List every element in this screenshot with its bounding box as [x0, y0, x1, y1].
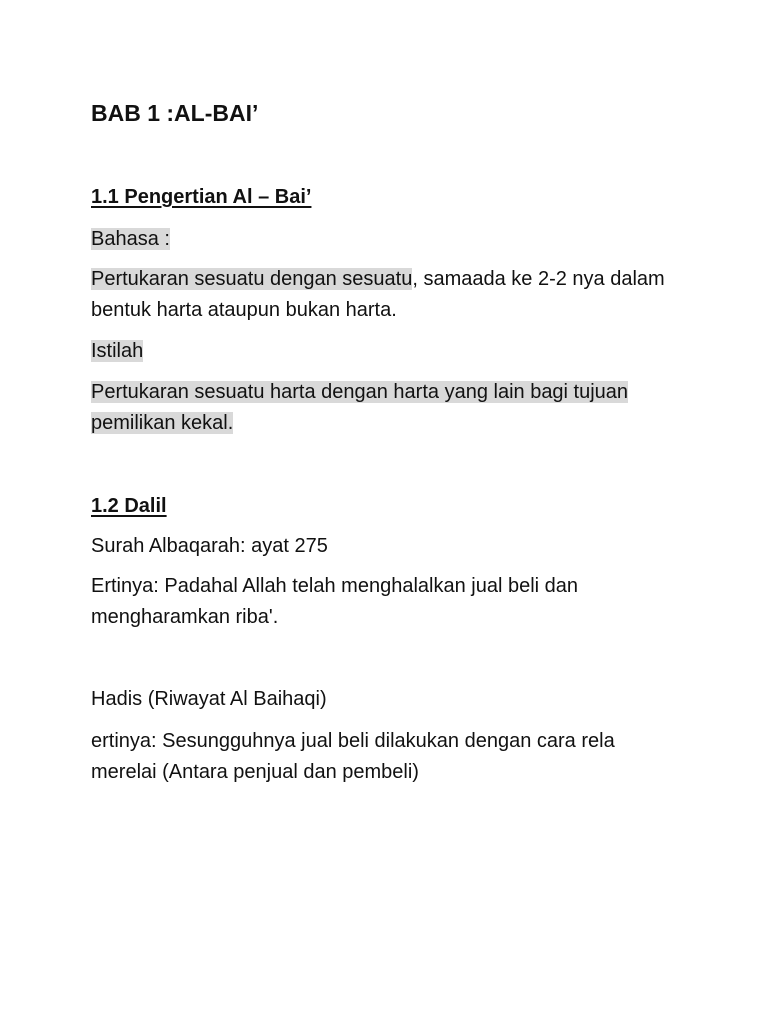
section-heading-dalil: 1.2 Dalil [91, 495, 167, 517]
hadis-translation-line-1: ertinya: Sesungguhnya jual beli dilakukan dengan cara rela [91, 730, 615, 752]
surah-reference: Surah Albaqarah: ayat 275 [91, 535, 328, 557]
surah-translation-line-2: mengharamkan riba'. [91, 606, 279, 628]
istilah-label-text: Istilah [91, 340, 144, 362]
bahasa-definition-rest: , samaada ke 2-2 nya dalam [412, 268, 665, 290]
bahasa-label-text: Bahasa : [91, 228, 170, 250]
istilah-definition-line-2-text: pemilikan kekal. [91, 412, 234, 434]
surah-translation-line-1: Ertinya: Padahal Allah telah menghalalkan jual beli dan [91, 575, 579, 597]
bahasa-definition-highlight: Pertukaran sesuatu dengan sesuatu [91, 268, 413, 290]
istilah-definition-line-1-text: Pertukaran sesuatu harta dengan harta yang lain bagi tujuan [91, 381, 629, 403]
bahasa-definition-line-1 [91, 265, 665, 293]
document-title: BAB 1 :AL-BAI’ [91, 100, 259, 126]
hadis-reference: Hadis (Riwayat Al Baihaqi) [91, 688, 327, 710]
bahasa-definition-line-2: bentuk harta ataupun bukan harta. [91, 299, 397, 321]
hadis-translation-line-2: merelai (Antara penjual dan pembeli) [91, 761, 419, 783]
istilah-definition-line-1 [91, 378, 628, 406]
bahasa-label [91, 225, 170, 253]
section-heading-pengertian: 1.1 Pengertian Al – Bai’ [91, 186, 312, 208]
istilah-label [91, 337, 143, 365]
istilah-definition-line-2 [91, 409, 233, 437]
